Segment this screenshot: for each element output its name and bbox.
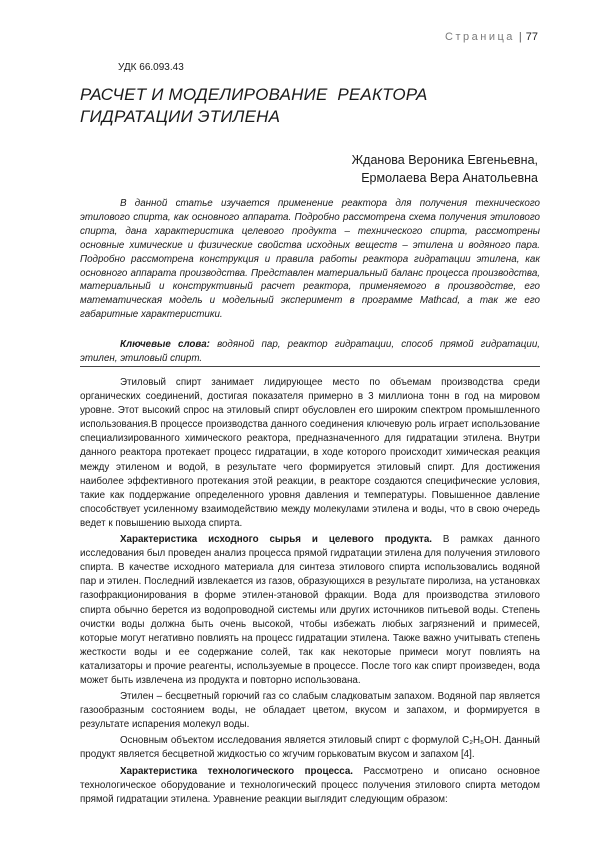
keywords-text: водяной пар, реактор гидратации, способ прямой гидратации, этилен, этиловый спирт. — [80, 339, 540, 364]
title-line-1: РАСЧЕТ И МОДЕЛИРОВАНИЕ РЕАКТОРА — [80, 85, 428, 104]
paragraph-2-text: В рамках данного исследования был проведен анализ процесса прямой гидратации этилена для получения этилового спирта. В качестве исходного материала для синтеза этилового спирта использовались водяной пар и этилен. Последний извлекается из газов, образующихся в результате пиролиза, на установках газофракционирования в форме этилен-этановой фракции. Вода для производства этилового спирта обычно берется из водопроводной системы или других источников питьевой воды. Степень очистки воды должна быть очень высокой, чтобы избежать любых загрязнений и примесей, которые могут негативно повлиять на процесс гидратации этилена. Также важно учитывать степень жесткости воды и ее содержание солей, так как некоторые примеси могут повлиять на катализаторы и прочие реагенты, используемые в процессе. После того как спирт произведен, вода может быть извлечена из продукта и повторно использована. — [80, 534, 540, 686]
paragraph-2 — [80, 533, 540, 688]
authors — [352, 151, 538, 187]
abstract: В данной статье изучается применение реактора для получения технического этилового спирта, как основного аппарата. Подробно рассмотрена схема получения этилового спирта, дана характеристика целевого продукта – технического спирта, рассмотрены основные химические и физические свойства исходных веществ – этилена и водяного пара. Подробно рассмотрена конструкция и правила работы реактора гидратации этилена, как основного аппарата производства. Представлен материальный баланс процесса производства, материальный и конструктивный расчет реактора, применяемого в производстве, его математическая модель и модельный эксперимент в программе Mathcad, а так же его габаритные характеристики. — [80, 198, 540, 321]
paragraph-4: Основным объектом исследования является этиловый спирт с формулой C₂H₅OH. Данный продукт является бесцветной жидкостью со жгучим горьковатым вкусом и запахом [4]. — [80, 735, 540, 761]
title-line-2: ГИДРАТАЦИИ ЭТИЛЕНА — [80, 107, 281, 126]
divider — [80, 366, 540, 367]
udk-code: УДК 66.093.43 — [118, 62, 184, 73]
paragraph-3: Этилен – бесцветный горючий газ со слабым сладковатым запахом. Водяной пар является газообразным состоянием воды, не обладает цветом, вкусом и запахом, и формируется в результате испарения молекул воды. — [80, 691, 540, 731]
paragraph-2-heading: Характеристика исходного сырья и целевого продукта. — [120, 534, 433, 546]
author-1: Жданова Вероника Евгеньевна, — [351, 153, 538, 167]
keywords-label: Ключевые слова: — [120, 339, 210, 350]
keywords — [80, 338, 540, 366]
article-body — [80, 376, 540, 807]
header-separator: | — [518, 31, 522, 43]
header-label: Страница — [445, 31, 515, 43]
paragraph-5-heading: Характеристика технологического процесса. — [120, 765, 354, 777]
running-header — [445, 31, 538, 43]
paragraph-1: Этиловый спирт занимает лидирующее место по объемам производства среди органических соединений, достигая показателя примерно в 3 миллиона тонн в год на мировом уровне. Этот высокий спрос на этиловый спирт обусловлен его широким спектром промышленного использования.В процессе производства данного соединения ключевую роль играет использование специализированного химического реактора, предназначенного для гидратации этилена. Внутри данного реактора протекает процесс гидратации, в ходе которого происходит химическая реакция между этиленом и водой, в результате чего формируется этиловый спирт. Для достижения наиболее эффективного протекания этой реакции, в реакторе создаются специфические условия, такие как поддержание определенного уровня давления и температуры. Повышенное давление способствует усиленному взаимодействию между молекулами этилена и воды, что в свою очередь ведет к повышению выхода спирта. — [80, 377, 540, 529]
paragraph-5-text: Рассмотрено и описано основное технологическое оборудование и технологический процесс получения этилового спирта методом прямой гидратации этилена. Уравнение реакции выглядит следующим образом: — [80, 765, 540, 805]
author-2: Ермолаева Вера Анатольевна — [361, 171, 538, 185]
paragraph-5 — [80, 765, 540, 807]
article-title — [80, 84, 540, 128]
page-number: 77 — [525, 31, 538, 43]
